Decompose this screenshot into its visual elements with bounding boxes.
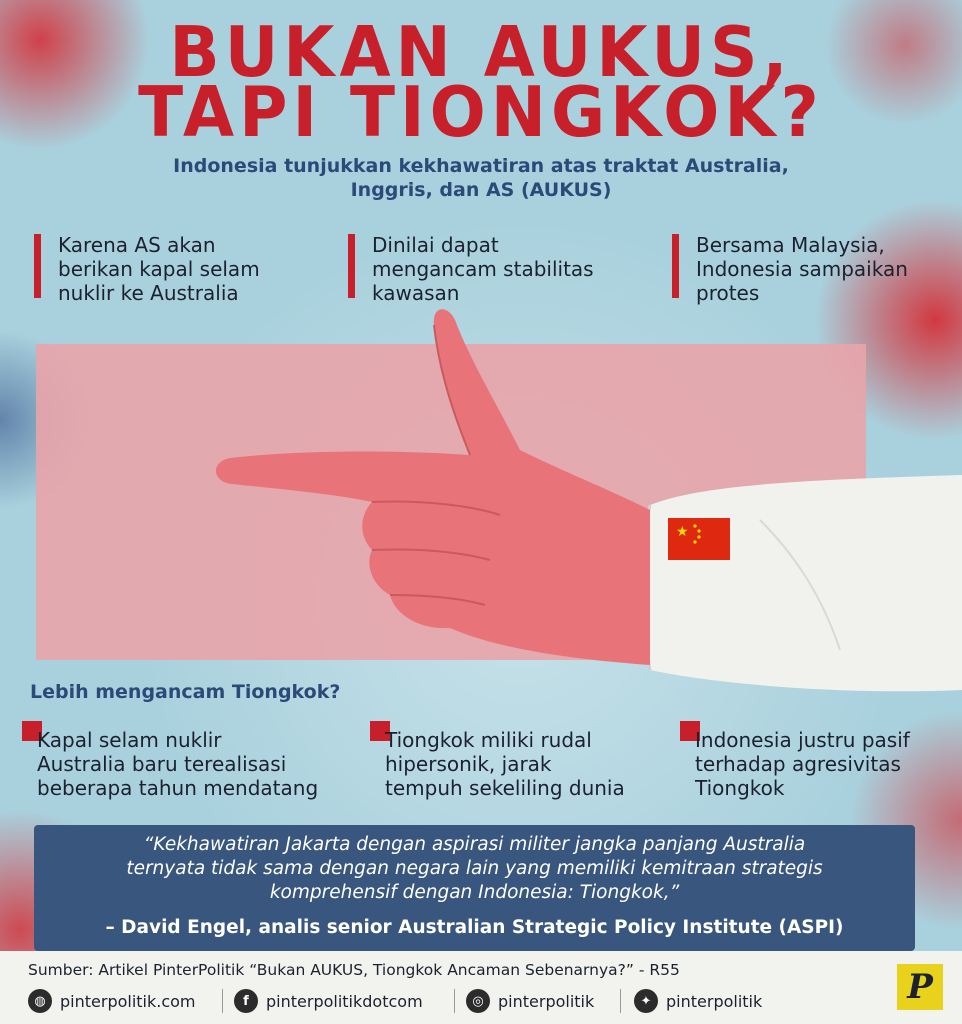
- bottom-point-2: [385, 728, 625, 800]
- red-bar-marker: [34, 234, 41, 298]
- red-bar-marker: [672, 234, 679, 298]
- footer-divider: [222, 989, 223, 1013]
- point-line: Bersama Malaysia,: [696, 233, 885, 257]
- source-text: Sumber: Artikel PinterPolitik “Bukan AUKUS, Tiongkok Ancaman Sebenarnya?” - R55: [28, 961, 680, 979]
- instagram-icon: ◎: [466, 989, 490, 1013]
- headline-line-2: TAPI TIONGKOK?: [138, 72, 824, 153]
- twitter-icon: ✦: [634, 989, 658, 1013]
- quote-line: “Kekhawatiran Jakarta dengan aspirasi militer jangka panjang Australia: [143, 834, 806, 855]
- hand-gun-illustration: [0, 290, 962, 710]
- globe-icon: ◍: [28, 989, 52, 1013]
- point-line: berikan kapal selam: [58, 257, 260, 281]
- headline-line-1: BUKAN AUKUS,: [169, 12, 793, 93]
- point-line: Tiongkok: [695, 776, 785, 800]
- footer-divider: [454, 989, 455, 1013]
- social-label: pinterpolitik: [666, 991, 763, 1011]
- subtitle-line: Indonesia tunjukkan kekhawatiran atas traktat Australia,: [173, 155, 789, 177]
- point-line: Tiongkok miliki rudal: [385, 728, 592, 752]
- social-label: pinterpolitikdotcom: [266, 991, 423, 1011]
- quote-text: [54, 833, 895, 905]
- social-website[interactable]: [28, 987, 196, 1015]
- social-label: pinterpolitik: [498, 991, 595, 1011]
- red-bar-marker: [348, 234, 355, 298]
- bottom-point-1: [37, 728, 318, 800]
- point-line: kawasan: [372, 281, 460, 305]
- bottom-point-3: [695, 728, 910, 800]
- pinterpolitik-logo: P: [897, 964, 943, 1010]
- white-sleeve: [650, 475, 962, 691]
- point-line: mengancam stabilitas: [372, 257, 594, 281]
- footer: [0, 951, 962, 1024]
- quote-line: komprehensif dengan Indonesia: Tiongkok,”: [269, 882, 680, 903]
- point-line: Indonesia justru pasif: [695, 728, 910, 752]
- quote-author: – David Engel, analis senior Australian Strategic Policy Institute (ASPI): [105, 917, 844, 938]
- social-label: pinterpolitik.com: [60, 991, 196, 1011]
- point-line: protes: [696, 281, 760, 305]
- quote-box: [34, 825, 915, 951]
- subtitle: [100, 154, 862, 202]
- social-twitter[interactable]: [634, 987, 762, 1015]
- footer-divider: [620, 989, 621, 1013]
- hand-shape: [216, 309, 650, 665]
- social-facebook[interactable]: [234, 987, 423, 1015]
- point-line: Karena AS akan: [58, 233, 216, 257]
- facebook-icon: f: [234, 989, 258, 1013]
- flag-star-icon: ★: [676, 524, 689, 540]
- point-line: Dinilai dapat: [372, 233, 499, 257]
- point-line: Kapal selam nuklir: [37, 728, 222, 752]
- point-line: Australia baru terealisasi: [37, 752, 287, 776]
- section-heading: Lebih mengancam Tiongkok?: [30, 681, 341, 703]
- point-line: terhadap agresivitas: [695, 752, 901, 776]
- point-line: beberapa tahun mendatang: [37, 776, 319, 800]
- point-line: Indonesia sampaikan: [696, 257, 908, 281]
- quote-line: ternyata tidak sama dengan negara lain yang memiliki kemitraan strategis: [126, 858, 823, 879]
- social-instagram[interactable]: [466, 987, 594, 1015]
- subtitle-line: Inggris, dan AS (AUKUS): [350, 179, 612, 201]
- point-line: hipersonik, jarak: [385, 752, 552, 776]
- point-line: tempuh sekeliling dunia: [385, 776, 625, 800]
- point-line: nuklir ke Australia: [58, 281, 239, 305]
